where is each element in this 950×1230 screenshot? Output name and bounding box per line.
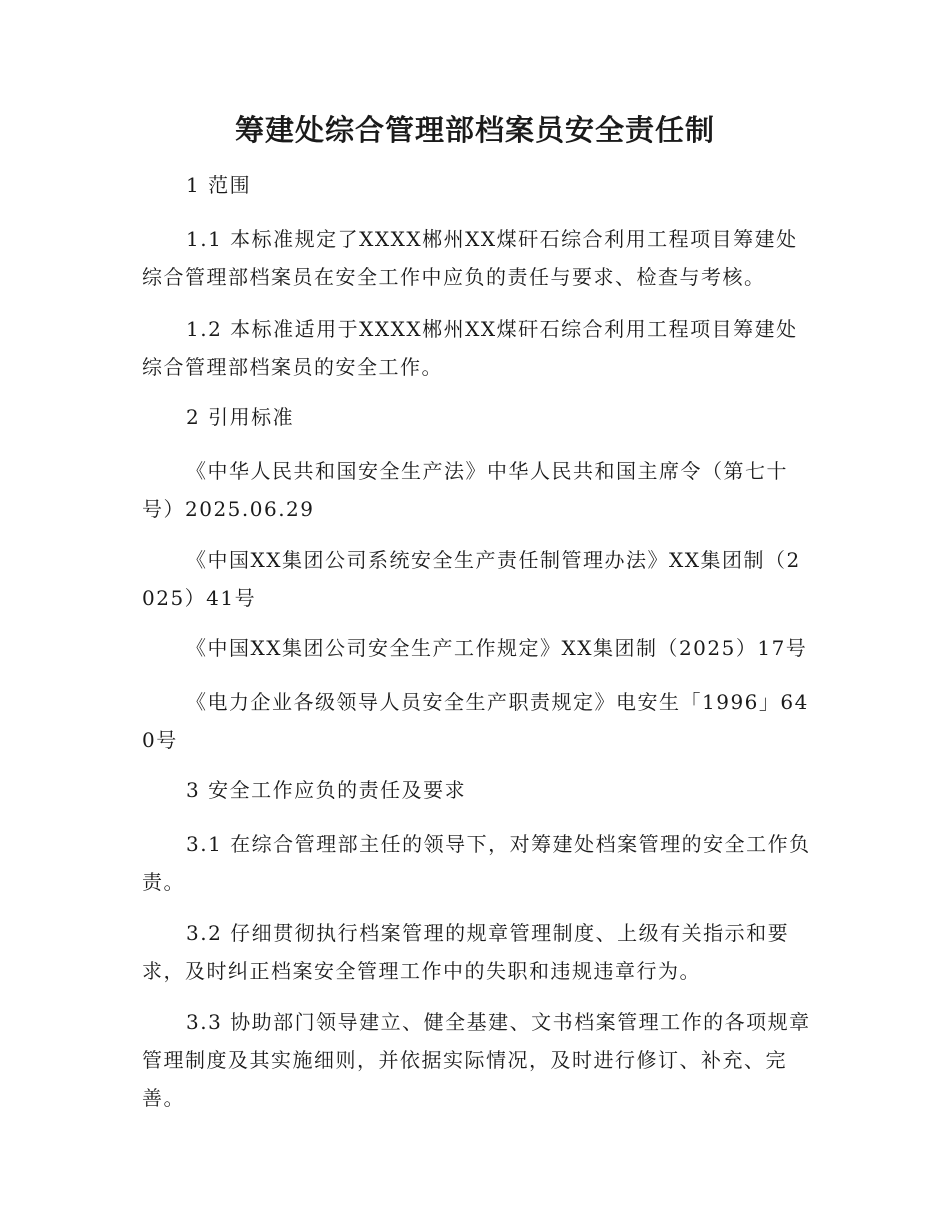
clause-1-1: 1.1 本标准规定了XXXX郴州XX煤矸石综合利用工程项目筹建处综合管理部档案员在安全工作中应负的责任与要求、检查与考核。	[142, 227, 798, 289]
section-3-heading: 3 安全工作应负的责任及要求	[186, 778, 467, 802]
clause-1-2: 1.2 本标准适用于XXXX郴州XX煤矸石综合利用工程项目筹建处综合管理部档案员的安全工作。	[142, 317, 798, 379]
reference-4: 《电力企业各级领导人员安全生产职责规定》电安生「1996」640号	[142, 690, 809, 752]
section-2-heading: 2 引用标准	[186, 405, 295, 429]
reference-3: 《中国XX集团公司安全生产工作规定》XX集团制（2025）17号	[186, 636, 808, 660]
clause-3-3: 3.3 协助部门领导建立、健全基建、文书档案管理工作的各项规章管理制度及其实施细则，并依据实际情况，及时进行修订、补充、完善。	[142, 1010, 811, 1110]
reference-1: 《中华人民共和国安全生产法》中华人民共和国主席令（第七十号）2025.06.29	[142, 459, 788, 521]
section-1-heading: 1 范围	[186, 173, 252, 197]
clause-3-2: 3.2 仔细贯彻执行档案管理的规章管理制度、上级有关指示和要求，及时纠正档案安全管理工作中的失职和违规违章行为。	[142, 921, 790, 983]
reference-2: 《中国XX集团公司系统安全生产责任制管理办法》XX集团制（2025）41号	[142, 548, 801, 610]
clause-3-1: 3.1 在综合管理部主任的领导下，对筹建处档案管理的安全工作负责。	[142, 832, 811, 894]
document-title: 筹建处综合管理部档案员安全责任制	[234, 113, 715, 147]
